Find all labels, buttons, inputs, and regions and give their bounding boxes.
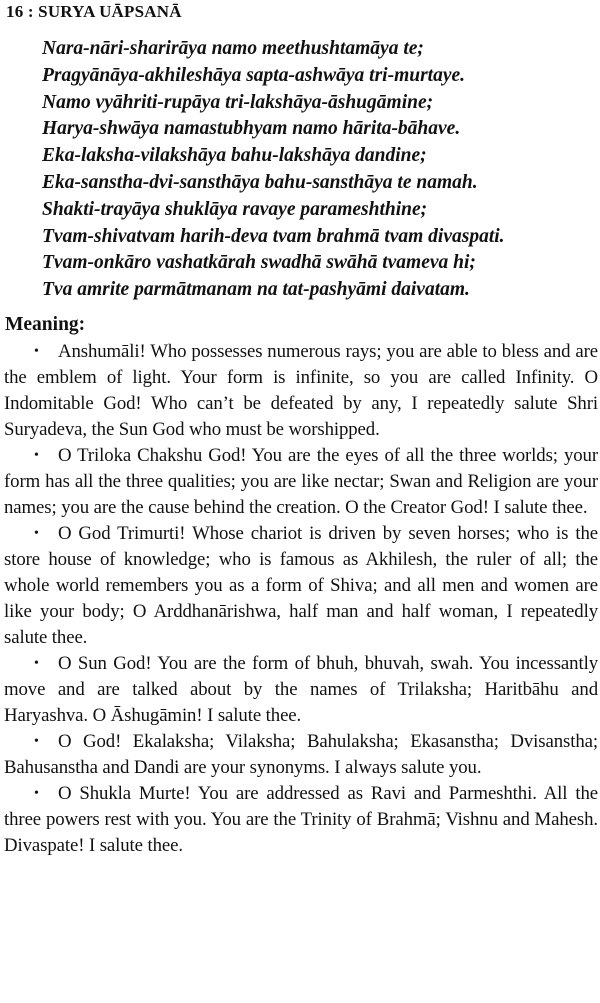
paragraph-text: Anshumāli! Who possesses numerous rays; you are able to bless and are the emblem of light. Your form is infinite, so you are called Infinity. O Indomitable God! Who can’t be defeated by any, I repeatedly salute Shri Suryadeva, the Sun God who must be worshipped. — [4, 341, 598, 440]
verse-line: Harya-shwāya namastubhyam namo hārita-bāhave. — [42, 118, 461, 140]
running-head: 16 : SURYA UĀPSANĀ — [6, 2, 182, 21]
paragraph-text: O God! Ekalaksha; Vilaksha; Bahulaksha; Ekasanstha; Dvisanstha; Bahusanstha and Dandi are your synonyms. I always salute you. — [4, 731, 598, 778]
meaning-paragraph — [4, 521, 598, 651]
verse-line: Eka-sanstha-dvi-sansthāya bahu-sansthāya te namah. — [42, 171, 478, 193]
meaning-paragraph — [4, 339, 598, 443]
bullet-icon: • — [34, 344, 39, 359]
bullet-icon: • — [34, 526, 39, 541]
bullet-icon: • — [34, 656, 39, 671]
bullet-icon: • — [34, 786, 39, 801]
bullet-icon: • — [34, 734, 39, 749]
paragraph-text: O Shukla Murte! You are addressed as Ravi and Parmeshthi. All the three powers rest with you. You are the Trinity of Brahmā; Vishnu and Mahesh. Divaspate! I salute thee. — [4, 783, 598, 856]
paragraph-text: O God Trimurti! Whose chariot is driven by seven horses; who is the store house of knowledge; who is famous as Akhilesh, the ruler of all; the whole world remembers you as a form of Shiva; and all men and women are like your body; O Arddhanārishwa, half man and half woman, I repeatedly salute thee. — [4, 523, 598, 648]
meaning-paragraph — [4, 729, 598, 781]
verse-line: Eka-laksha-vilakshāya bahu-lakshāya dandine; — [42, 145, 427, 167]
verse-line: Tva amrite parmātmanam na tat-pashyāmi daivatam. — [42, 279, 470, 301]
verse-line: Nara-nāri-sharirāya namo meethushtamāya te; — [42, 38, 424, 59]
sanskrit-verse — [42, 36, 594, 304]
meaning-heading: Meaning: — [5, 314, 86, 335]
verse-line: Tvam-shivatvam harih-deva tvam brahmā tvam divaspati. — [42, 225, 505, 247]
verse-line: Namo vyāhriti-rupāya tri-lakshāya-āshugāmine; — [42, 91, 434, 113]
verse-line: Tvam-onkāro vashatkārah swadhā swāhā tvameva hi; — [42, 252, 476, 274]
bullet-icon: • — [34, 448, 39, 463]
verse-line: Shakti-trayāya shuklāya ravaye parameshthine; — [42, 198, 428, 220]
meaning-paragraph — [4, 651, 598, 729]
meaning-paragraph — [4, 781, 598, 859]
meaning-section — [4, 339, 598, 859]
paragraph-text: O Triloka Chakshu God! You are the eyes of all the three worlds; your form has all the three qualities; you are like nectar; Swan and Religion are your names; you are the cause behind the creation. O the Creator God! I salute thee. — [4, 445, 598, 518]
paragraph-text: O Sun God! You are the form of bhuh, bhuvah, swah. You incessantly move and are talked about by the names of Trilaksha; Haritbāhu and Haryashva. O Āshugāmin! I salute thee. — [4, 653, 598, 726]
verse-line: Pragyānāya-akhileshāya sapta-ashwāya tri-murtaye. — [42, 64, 466, 86]
meaning-paragraph — [4, 443, 598, 521]
